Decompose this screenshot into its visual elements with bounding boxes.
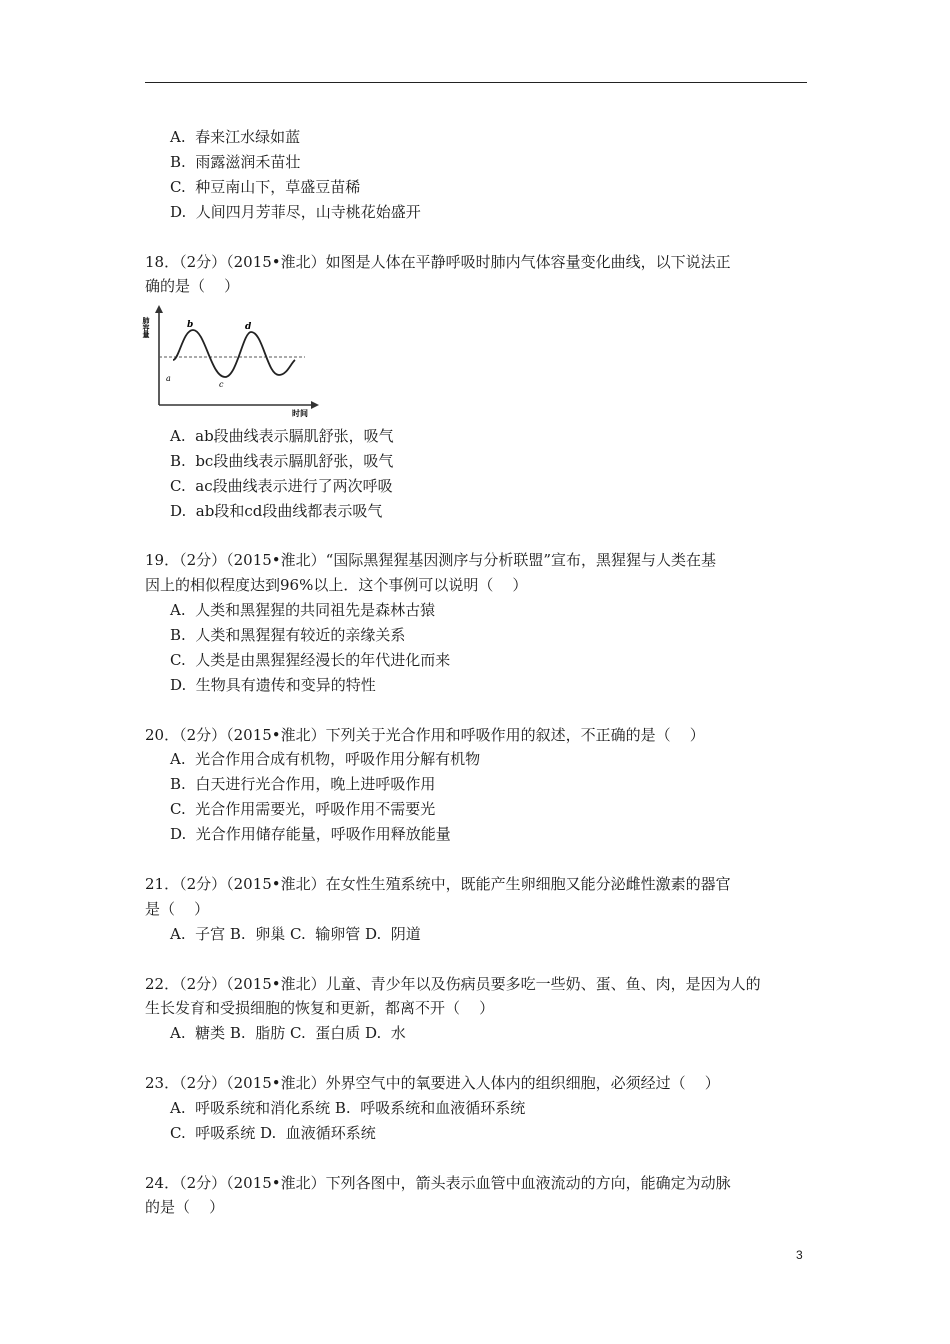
q20-option-d: D. 光合作用储存能量，呼吸作用释放能量 — [170, 825, 451, 843]
page-number: 3 — [796, 1248, 803, 1262]
q19-option-b: B. 人类和黑猩猩有较近的亲缘关系 — [170, 626, 406, 644]
q17-option-d: D. 人间四月芳菲尽，山寺桃花始盛开 — [170, 203, 421, 221]
q18-option-c: C. ac段曲线表示进行了两次呼吸 — [170, 477, 393, 495]
q21-options: A. 子宫 B. 卵巢 C. 输卵管 D. 阴道 — [170, 925, 421, 943]
q18-option-b: B. bc段曲线表示膈肌舒张，吸气 — [170, 452, 394, 470]
q22-options: A. 糖类 B. 脂肪 C. 蛋白质 D. 水 — [170, 1024, 406, 1042]
q18-option-a: A. ab段曲线表示膈肌舒张，吸气 — [170, 427, 394, 445]
header-rule — [145, 82, 807, 83]
q17-option-b: B. 雨露滋润禾苗壮 — [170, 153, 301, 171]
figure-y-label: 肺容量 — [142, 317, 150, 338]
q17-option-c: C. 种豆南山下，草盛豆苗稀 — [170, 178, 361, 196]
q19-stem-line2: 因上的相似程度达到96%以上．这个事例可以说明（ ） — [145, 576, 528, 594]
q22-stem-line2: 生长发育和受损细胞的恢复和更新，都离不开（ ） — [145, 999, 495, 1017]
q22-stem-line1: 22．（2分）（2015•淮北）儿童、青少年以及伤病员要多吃一些奶、蛋、鱼、肉，是因为人的 — [145, 975, 761, 993]
q24-stem-line1: 24．（2分）（2015•淮北）下列各图中，箭头表示血管中血液流动的方向，能确定为动脉 — [145, 1174, 731, 1192]
q24-stem-line2: 的是（ ） — [145, 1198, 225, 1216]
q18-option-d: D. ab段和cd段曲线都表示吸气 — [170, 502, 383, 520]
q19-option-a: A. 人类和黑猩猩的共同祖先是森林古猿 — [170, 601, 436, 619]
figure-point-a: a — [166, 374, 171, 383]
q23-stem-line1: 23．（2分）（2015•淮北）外界空气中的氧要进入人体内的组织细胞，必须经过（ ） — [145, 1074, 720, 1092]
q21-stem-line1: 21．（2分）（2015•淮北）在女性生殖系统中，既能产生卵细胞又能分泌雌性激素的器官 — [145, 875, 731, 893]
q20-stem-line1: 20．（2分）（2015•淮北）下列关于光合作用和呼吸作用的叙述，不正确的是（ ） — [145, 726, 705, 744]
q21-stem-line2: 是（ ） — [145, 900, 210, 918]
figure-x-arrow — [311, 401, 319, 409]
q19-option-c: C. 人类是由黑猩猩经漫长的年代进化而来 — [170, 651, 451, 669]
q17-option-a: A. 春来江水绿如蓝 — [170, 128, 301, 146]
figure-x-label: 时间 — [292, 409, 308, 418]
q23-options-line2: C. 呼吸系统 D. 血液循环系统 — [170, 1124, 376, 1142]
q20-option-a: A. 光合作用合成有机物，呼吸作用分解有机物 — [170, 750, 481, 768]
q18-stem-line1: 18．（2分）（2015•淮北）如图是人体在平静呼吸时肺内气体容量变化曲线，以下说法正 — [145, 253, 731, 271]
lung-volume-figure — [142, 305, 325, 418]
figure-point-c: c — [219, 380, 224, 389]
q18-stem-line2: 确的是（ ） — [145, 277, 240, 295]
q19-option-d: D. 生物具有遗传和变异的特性 — [170, 676, 376, 694]
q20-option-c: C. 光合作用需要光，呼吸作用不需要光 — [170, 800, 436, 818]
q23-options-line1: A. 呼吸系统和消化系统 B. 呼吸系统和血液循环系统 — [170, 1099, 526, 1117]
figure-volume-curve — [173, 330, 295, 377]
figure-point-b: b — [187, 320, 194, 330]
figure-point-d: d — [245, 322, 252, 332]
q19-stem-line1: 19．（2分）（2015•淮北）“国际黑猩猩基因测序与分析联盟”宣布，黑猩猩与人类在基 — [145, 551, 716, 569]
figure-y-arrow — [155, 305, 163, 313]
q20-option-b: B. 白天进行光合作用，晚上进呼吸作用 — [170, 775, 436, 793]
